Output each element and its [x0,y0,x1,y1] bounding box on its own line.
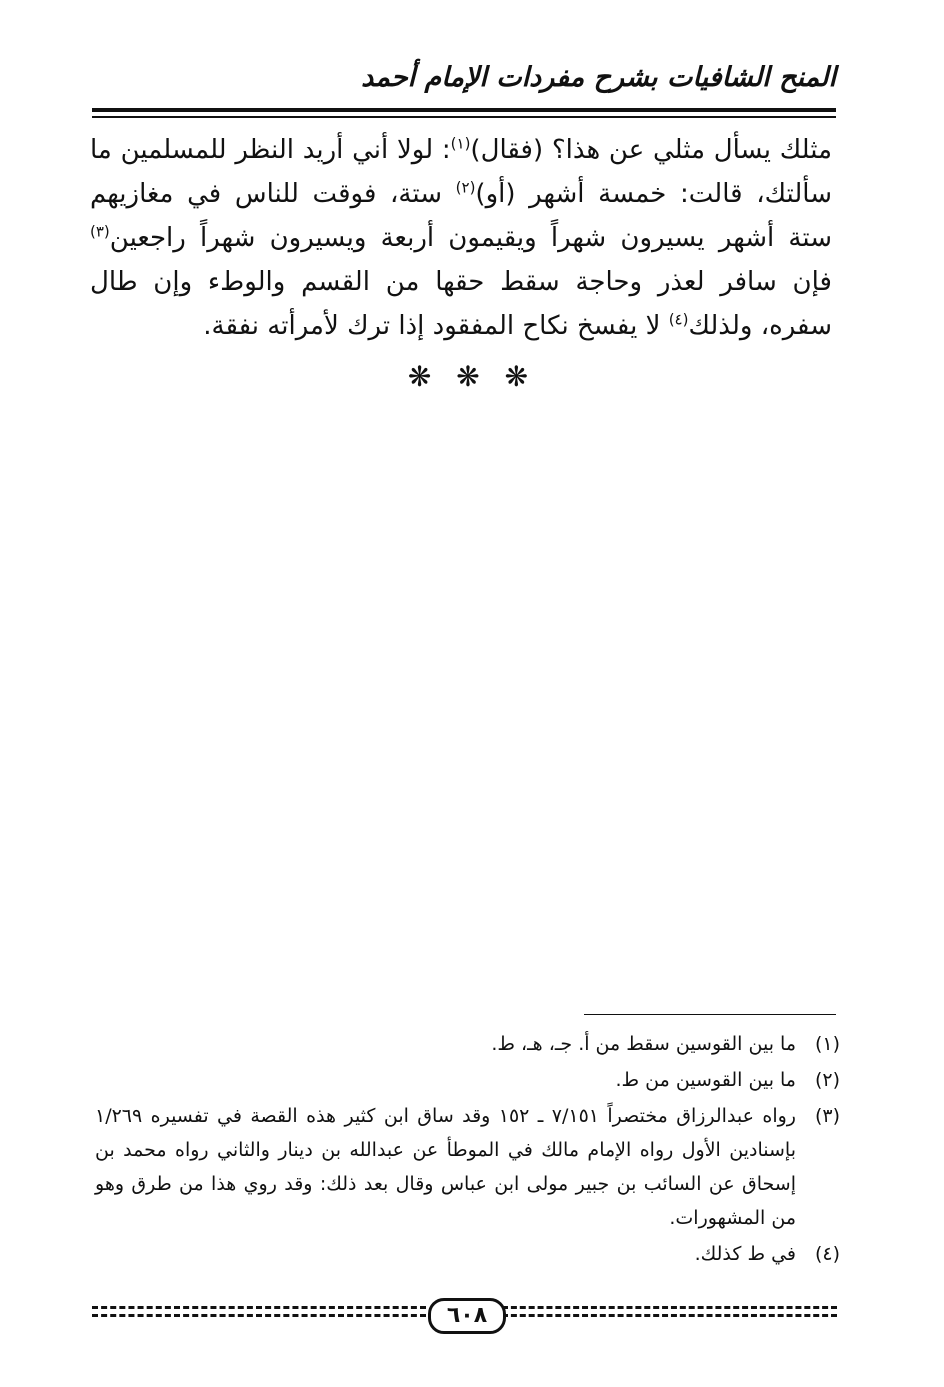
page-footer [92,1300,837,1330]
footer-dashed-rule [502,1306,837,1309]
header-rule-thick [92,108,836,112]
running-header-title: المنح الشافيات بشرح مفردات الإمام أحمد [361,62,836,93]
text-segment: مثلك يسأل مثلي عن هذا؟ (فقال) [470,135,833,165]
footnote-ref: (٤) [668,310,689,329]
footnote-text: ما بين القوسين من ط. [615,1069,796,1091]
footnotes [95,1027,840,1273]
section-separator-stars: ❋ ❋ ❋ [407,360,537,393]
text-segment: فإن سافر لعذر وحاجة سقط حقها من القسم والوطء وإن طال سفره، ولذلك [90,267,832,341]
footnote-text: في ط كذلك. [694,1243,796,1265]
text-segment: لا يفسخ نكاح المفقود إذا ترك لأمرأته نفقة. [203,311,669,341]
footnote-text: ما بين القوسين سقط من أ. جـ، هـ، ط. [491,1033,796,1055]
header-rule-thin [92,116,836,118]
footnote-number: (٣) [814,1105,840,1127]
text-segment: : لولا أني أريد النظر للمسلمين ما سألتك، قالت: خمسة أشهر (أو) [90,135,832,209]
footnote-text: رواه عبدالرزاق مختصراً ٧/١٥١ ـ ١٥٢ وقد ساق ابن كثير هذه القصة في تفسيره ١/٢٦٩ بإسنادين الأول رواه الإمام مالك في الموطأ عن عبدالله بن دينار والثاني رواه محمد بن إسحاق عن السائب بن جبير مولى ابن عباس وقال بعد ذلك: وقد روي هذا من طرق وهو من المشهورات. [95,1105,796,1229]
footnote-ref: (١) [450,134,471,153]
footer-dashed-rule [502,1314,837,1317]
footnote-number: (٤) [814,1243,840,1265]
footnote-number: (٢) [814,1069,840,1091]
main-paragraph [90,128,832,348]
footnote-ref: (٣) [90,222,110,241]
footnote-item [95,1099,840,1235]
footnote-item [95,1237,840,1271]
footnote-item [95,1027,840,1061]
main-text [90,128,832,348]
footnote-item [95,1063,840,1097]
footer-dashed-rule [92,1306,426,1309]
footnote-number: (١) [814,1033,840,1055]
page-number: ٦٠٨ [428,1298,506,1334]
footnote-ref: (٢) [455,178,476,197]
footer-dashed-rule [92,1314,426,1317]
text-segment: ستة، فوقت للناس في مغازيهم ستة أشهر يسيرون شهراً ويقيمون أربعة ويسيرون شهراً راجعين [90,179,832,253]
footnote-divider [584,1014,836,1015]
